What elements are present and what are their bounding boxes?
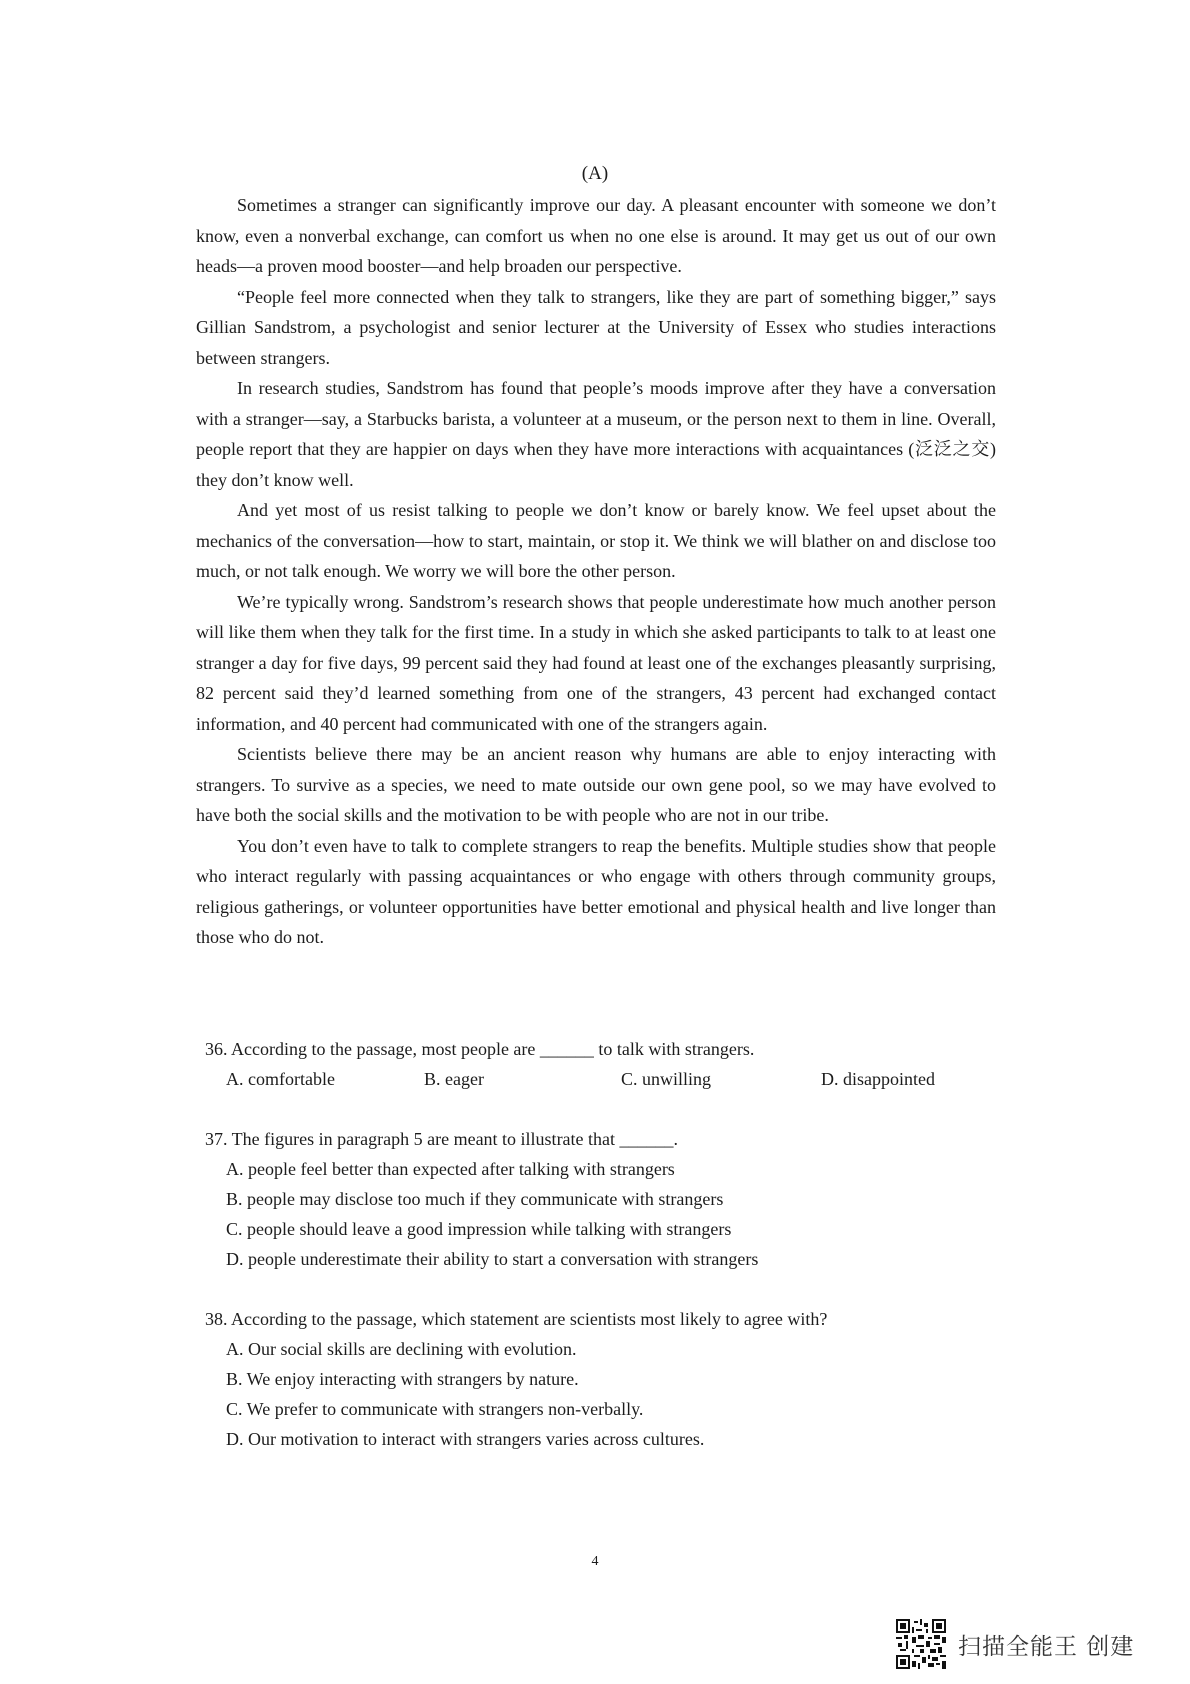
option-d[interactable]: D. people underestimate their ability to start a conversation with strangers (226, 1249, 759, 1269)
option-a[interactable]: A. people feel better than expected after talking with strangers (226, 1159, 675, 1179)
reading-passage (196, 190, 996, 953)
passage-paragraph-5: We’re typically wrong. Sandstrom’s research shows that people underestimate how much another person will like them when they talk for the first time. In a study in which she asked participants to talk to at least one stranger a day for five days, 99 percent said they had found at least one of the exchanges pleasantly surprising, 82 percent said they’d learned something from one of the strangers, 43 percent had exchanged contact information, and 40 percent had communicated with one of the strangers again. (196, 591, 996, 734)
question-37 (205, 1124, 758, 1274)
passage-paragraph-4: And yet most of us resist talking to people we don’t know or barely know. We feel upset about the mechanics of the conversation—how to start, maintain, or stop it. We think we will blather on and disclose too much, or not talk enough. We worry we will bore the other person. (196, 500, 996, 581)
passage-paragraph-2: “People feel more connected when they talk to strangers, like they are part of something bigger,” says Gillian Sandstrom, a psychologist and senior lecturer at the University of Essex who studies interactions between strangers. (196, 286, 996, 368)
passage-paragraph-6: Scientists believe there may be an ancient reason why humans are able to enjoy interacting with strangers. To survive as a species, we need to mate outside our own gene pool, so we may have evolved to have both the social skills and the motivation to be with people who are not in our tribe. (196, 744, 996, 825)
option-d[interactable]: D. disappointed (821, 1069, 935, 1089)
section-title: (A) (581, 163, 609, 184)
scanner-credit-text: 扫描全能王 创建 (958, 1633, 1135, 1660)
option-a[interactable]: A. comfortable (226, 1069, 335, 1089)
option-b[interactable]: B. We enjoy interacting with strangers by nature. (226, 1369, 579, 1389)
passage-paragraph-1: Sometimes a stranger can significantly improve our day. A pleasant encounter with someone we don’t know, even a nonverbal exchange, can comfort us when no one else is around. It may get us out of our own heads—a proven mood booster—and help broaden our perspective. (196, 195, 996, 276)
question-38 (205, 1304, 827, 1454)
option-a[interactable]: A. Our social skills are declining with evolution. (226, 1339, 577, 1359)
option-c[interactable]: C. unwilling (621, 1069, 712, 1089)
question-stem: 37. The figures in paragraph 5 are meant to illustrate that ______. (205, 1129, 679, 1149)
qr-code-icon (896, 1619, 946, 1669)
option-b[interactable]: B. eager (424, 1069, 484, 1089)
question-stem: 36. According to the passage, most people are ______ to talk with strangers. (205, 1039, 755, 1059)
scanner-watermark (896, 1618, 1134, 1670)
option-row (205, 1064, 935, 1094)
question-stem: 38. According to the passage, which statement are scientists most likely to agree with? (205, 1309, 828, 1329)
passage-paragraph-3: In research studies, Sandstrom has found that people’s moods improve after they have a conversation with a stranger—say, a Starbucks barista, a volunteer at a museum, or the person next to them in line. Overall, people report that they are happier on days when they have more interactions with acquaintances (泛泛之交) they don’t know well. (196, 378, 996, 490)
option-d[interactable]: D. Our motivation to interact with strangers varies across cultures. (226, 1429, 705, 1449)
question-36 (205, 1034, 935, 1094)
option-b[interactable]: B. people may disclose too much if they communicate with strangers (226, 1189, 724, 1209)
page-number: 4 (591, 1554, 599, 1569)
passage-paragraph-7: You don’t even have to talk to complete strangers to reap the benefits. Multiple studies show that people who interact regularly with passing acquaintances or who engage with others through community groups, religious gatherings, or volunteer opportunities have better emotional and physical health and live longer than those who do not. (196, 835, 996, 947)
option-c[interactable]: C. people should leave a good impression while talking with strangers (226, 1219, 732, 1239)
option-c[interactable]: C. We prefer to communicate with strangers non-verbally. (226, 1399, 644, 1419)
